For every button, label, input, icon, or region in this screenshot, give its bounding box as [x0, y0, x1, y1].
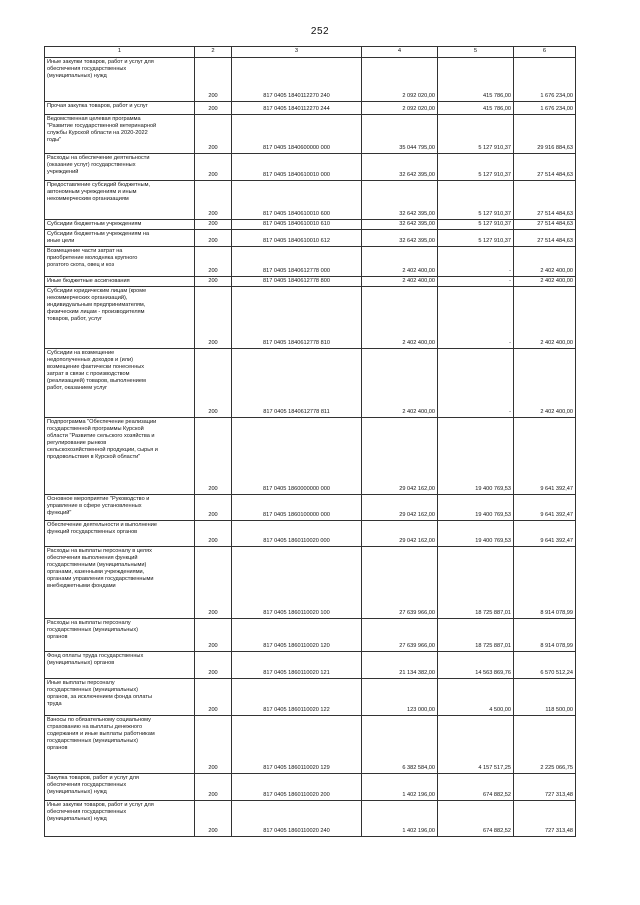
row-rest: 8 914 078,99: [514, 619, 576, 652]
row-rest: 2 402 400,00: [514, 247, 576, 277]
row-fact: 4 157 517,25: [438, 716, 514, 774]
row-plan: 6 382 584,00: [362, 716, 438, 774]
row-name: Субсидии бюджетным учреждениям на иные цели: [45, 230, 195, 247]
row-name: Расходы на обеспечение деятельности (оказание услуг) государственных учреждений: [45, 154, 195, 181]
row-grbs: 200: [195, 418, 232, 495]
row-code: 817 0405 1860110020 200: [232, 774, 362, 801]
row-name: Иные бюджетные ассигнования: [45, 277, 195, 287]
table-row: [45, 547, 576, 619]
table-row: [45, 801, 576, 837]
row-code: 817 0405 1860110020 129: [232, 716, 362, 774]
row-plan: 29 042 162,00: [362, 418, 438, 495]
table-row: [45, 115, 576, 154]
row-grbs: 200: [195, 247, 232, 277]
table-row: [45, 418, 576, 495]
row-grbs: 200: [195, 349, 232, 418]
row-grbs: 200: [195, 181, 232, 220]
column-header: 5: [438, 47, 514, 58]
table-row: [45, 716, 576, 774]
row-code: 817 0405 1840612778 000: [232, 247, 362, 277]
row-grbs: 200: [195, 154, 232, 181]
row-plan: 32 642 395,00: [362, 181, 438, 220]
column-header: 6: [514, 47, 576, 58]
row-plan: 2 402 400,00: [362, 349, 438, 418]
table-row: [45, 154, 576, 181]
row-fact: -: [438, 287, 514, 349]
row-rest: 2 402 400,00: [514, 287, 576, 349]
row-rest: 1 676 234,00: [514, 58, 576, 102]
row-plan: 32 642 395,00: [362, 230, 438, 247]
row-name: Расходы на выплаты персоналу государственных (муниципальных) органов: [45, 619, 195, 652]
table-row: [45, 277, 576, 287]
table-row: [45, 181, 576, 220]
row-fact: 674 882,52: [438, 774, 514, 801]
row-code: 817 0405 1860110020 122: [232, 679, 362, 716]
row-plan: 2 402 400,00: [362, 287, 438, 349]
table-row: [45, 619, 576, 652]
row-fact: 5 127 910,37: [438, 181, 514, 220]
row-rest: 9 641 392,47: [514, 495, 576, 521]
row-name: Закупка товаров, работ и услуг для обеспечения государственных (муниципальных) нужд: [45, 774, 195, 801]
row-plan: 29 042 162,00: [362, 495, 438, 521]
row-code: 817 0405 1840612778 811: [232, 349, 362, 418]
row-rest: 9 641 392,47: [514, 521, 576, 547]
table-row: [45, 58, 576, 102]
row-fact: -: [438, 277, 514, 287]
row-rest: 9 641 392,47: [514, 418, 576, 495]
row-rest: 8 914 078,99: [514, 547, 576, 619]
row-grbs: 200: [195, 230, 232, 247]
row-plan: 27 639 966,00: [362, 619, 438, 652]
row-grbs: 200: [195, 287, 232, 349]
row-rest: 727 313,48: [514, 801, 576, 837]
row-code: 817 0405 1860110020 100: [232, 547, 362, 619]
row-code: 817 0405 1860110020 000: [232, 521, 362, 547]
row-grbs: 200: [195, 495, 232, 521]
row-name: Субсидии бюджетным учреждениям: [45, 220, 195, 230]
row-rest: 27 514 484,63: [514, 154, 576, 181]
row-rest: 1 676 234,00: [514, 102, 576, 115]
row-fact: 14 563 869,76: [438, 652, 514, 679]
row-fact: 415 786,00: [438, 102, 514, 115]
row-code: 817 0405 1840112270 244: [232, 102, 362, 115]
row-code: 817 0405 1860000000 000: [232, 418, 362, 495]
table-row: [45, 774, 576, 801]
row-grbs: 200: [195, 801, 232, 837]
row-grbs: 200: [195, 102, 232, 115]
table-row: [45, 247, 576, 277]
row-name: Расходы на выплаты персоналу в целях обеспечения выполнения функций государственными (муниципальными) органами, казенными учреждениями, органами управления государственными внебюджетными фондами: [45, 547, 195, 619]
row-code: 817 0405 1860110020 121: [232, 652, 362, 679]
table-row: [45, 287, 576, 349]
row-code: 817 0405 1840112270 240: [232, 58, 362, 102]
row-grbs: 200: [195, 277, 232, 287]
row-rest: 2 225 066,75: [514, 716, 576, 774]
row-name: Иные закупки товаров, работ и услуг для обеспечения государственных (муниципальных) нужд: [45, 58, 195, 102]
row-plan: 35 044 795,00: [362, 115, 438, 154]
row-grbs: 200: [195, 115, 232, 154]
row-plan: 123 000,00: [362, 679, 438, 716]
row-code: 817 0405 1860110020 240: [232, 801, 362, 837]
page-number: 252: [310, 26, 330, 37]
row-code: 817 0405 1840612778 800: [232, 277, 362, 287]
row-rest: 6 570 512,24: [514, 652, 576, 679]
row-grbs: 200: [195, 547, 232, 619]
row-name: Фонд оплаты труда государственных (муниципальных) органов: [45, 652, 195, 679]
table-row: [45, 230, 576, 247]
row-rest: 2 402 400,00: [514, 277, 576, 287]
row-plan: 2 402 400,00: [362, 247, 438, 277]
row-code: 817 0405 1840600000 000: [232, 115, 362, 154]
column-header: 4: [362, 47, 438, 58]
row-rest: 118 500,00: [514, 679, 576, 716]
row-rest: 27 514 484,63: [514, 220, 576, 230]
table-row: [45, 652, 576, 679]
row-fact: 674 882,52: [438, 801, 514, 837]
row-plan: 2 402 400,00: [362, 277, 438, 287]
table-row: [45, 102, 576, 115]
table-row: [45, 349, 576, 418]
row-name: Иные закупки товаров, работ и услуг для обеспечения государственных (муниципальных) нужд: [45, 801, 195, 837]
row-plan: 32 642 395,00: [362, 154, 438, 181]
row-code: 817 0405 1840612778 810: [232, 287, 362, 349]
row-plan: 29 042 162,00: [362, 521, 438, 547]
row-name: Иные выплаты персоналу государственных (муниципальных) органов, за исключением фонда оплаты труда: [45, 679, 195, 716]
row-fact: 5 127 910,37: [438, 154, 514, 181]
row-fact: 19 400 769,53: [438, 418, 514, 495]
budget-table: [44, 46, 576, 837]
row-grbs: 200: [195, 220, 232, 230]
column-header: 2: [195, 47, 232, 58]
row-code: 817 0405 1840610010 610: [232, 220, 362, 230]
row-grbs: 200: [195, 58, 232, 102]
row-code: 817 0405 1860100000 000: [232, 495, 362, 521]
row-grbs: 200: [195, 652, 232, 679]
row-name: Ведомственная целевая программа "Развитие государственной ветеринарной службы Курской области на 2020-2022 годы": [45, 115, 195, 154]
row-name: Подпрограмма "Обеспечение реализации государственной программы Курской области "Развитие сельского хозяйства и регулирование рынков сельскохозяйственной продукции, сырья и продовольствия в Курской области": [45, 418, 195, 495]
row-grbs: 200: [195, 679, 232, 716]
row-plan: 1 402 196,00: [362, 774, 438, 801]
row-name: Основное мероприятие "Руководство и управление в сфере установленных функций": [45, 495, 195, 521]
table-row: [45, 679, 576, 716]
row-grbs: 200: [195, 619, 232, 652]
row-fact: 5 127 910,37: [438, 220, 514, 230]
row-fact: 18 725 887,01: [438, 547, 514, 619]
row-plan: 21 134 382,00: [362, 652, 438, 679]
row-plan: 27 639 966,00: [362, 547, 438, 619]
header-row: [45, 47, 576, 58]
row-name: Прочая закупка товаров, работ и услуг: [45, 102, 195, 115]
row-rest: 27 514 484,63: [514, 230, 576, 247]
table-row: [45, 495, 576, 521]
row-name: Субсидии юридическим лицам (кроме некоммерческих организаций), индивидуальным предпринимателям, физическим лицам - производителям товаров, работ, услуг: [45, 287, 195, 349]
row-name: Предоставление субсидий бюджетным, автономным учреждениям и иным некоммерческим организациям: [45, 181, 195, 220]
row-fact: 5 127 910,37: [438, 115, 514, 154]
row-code: 817 0405 1840610010 600: [232, 181, 362, 220]
row-grbs: 200: [195, 716, 232, 774]
row-plan: 2 092 020,00: [362, 58, 438, 102]
row-fact: 18 725 887,01: [438, 619, 514, 652]
row-plan: 2 092 020,00: [362, 102, 438, 115]
row-fact: 19 400 769,53: [438, 495, 514, 521]
row-fact: 4 500,00: [438, 679, 514, 716]
row-fact: 415 786,00: [438, 58, 514, 102]
row-plan: 1 402 196,00: [362, 801, 438, 837]
row-name: Обеспечение деятельности и выполнение функций государственных органов: [45, 521, 195, 547]
row-grbs: 200: [195, 774, 232, 801]
row-fact: -: [438, 349, 514, 418]
row-rest: 29 916 884,63: [514, 115, 576, 154]
column-header: 3: [232, 47, 362, 58]
row-fact: -: [438, 247, 514, 277]
row-grbs: 200: [195, 521, 232, 547]
row-fact: 19 400 769,53: [438, 521, 514, 547]
row-rest: 727 313,48: [514, 774, 576, 801]
row-name: Возмещение части затрат на приобретение молодняка крупного рогатого скота, овец и коз: [45, 247, 195, 277]
row-rest: 27 514 484,63: [514, 181, 576, 220]
row-name: Субсидии на возмещение недополученных доходов и (или) возмещение фактически понесенных затрат в связи с производством (реализацией) товаров, выполнением работ, оказанием услуг: [45, 349, 195, 418]
row-name: Взносы по обязательному социальному страхованию на выплаты денежного содержания и иные выплаты работникам государственных (муниципальных) органов: [45, 716, 195, 774]
table-row: [45, 521, 576, 547]
table-row: [45, 220, 576, 230]
row-code: 817 0405 1840610010 612: [232, 230, 362, 247]
row-fact: 5 127 910,37: [438, 230, 514, 247]
row-plan: 32 642 395,00: [362, 220, 438, 230]
row-rest: 2 402 400,00: [514, 349, 576, 418]
row-code: 817 0405 1860110020 120: [232, 619, 362, 652]
column-header: 1: [45, 47, 195, 58]
row-code: 817 0405 1840610010 000: [232, 154, 362, 181]
